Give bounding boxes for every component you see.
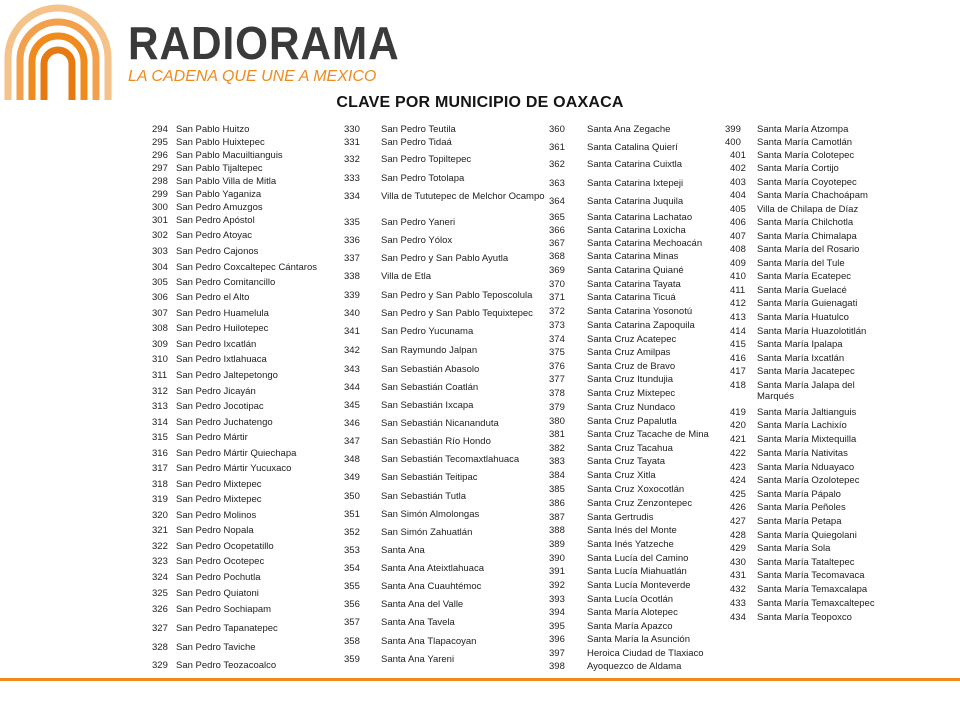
- municipality-code: 385: [549, 484, 565, 495]
- municipality-code: 358: [344, 636, 360, 647]
- municipality-code: 432: [730, 584, 746, 595]
- municipality-code: 316: [152, 448, 168, 459]
- municipality-code: 304: [152, 262, 168, 273]
- municipality-name: San Pedro Cajonos: [176, 246, 259, 257]
- brand-tagline: LA CADENA QUE UNE A MEXICO: [128, 68, 377, 85]
- municipality-name: San Pedro Jaltepetongo: [176, 370, 278, 381]
- municipality-code: 369: [549, 265, 565, 276]
- municipality-name: Santa María Jacatepec: [757, 366, 855, 377]
- municipality-code: 311: [152, 370, 168, 381]
- municipality-code: 375: [549, 347, 565, 358]
- municipality-code: 341: [344, 326, 360, 337]
- municipality-name: Santa Ana del Valle: [381, 599, 464, 610]
- municipality-code: 352: [344, 527, 360, 538]
- municipality-code: 309: [152, 339, 168, 350]
- municipality-name: Santa María Ozolotepec: [757, 475, 860, 486]
- bottom-divider: [0, 678, 960, 681]
- municipality-code: 405: [730, 204, 746, 215]
- municipality-name: Santa Cruz Xoxocotlán: [587, 484, 685, 495]
- municipality-code: 355: [344, 581, 360, 592]
- municipality-name: Santa Lucía Miahuatlán: [587, 566, 687, 577]
- municipality-code: 372: [549, 306, 565, 317]
- municipality-name: San Pedro Nopala: [176, 525, 254, 536]
- municipality-code: 347: [344, 436, 360, 447]
- municipality-code: 410: [730, 271, 746, 282]
- municipality-name: San Sebastián Río Hondo: [381, 436, 491, 447]
- municipality-name: Santa María Apazco: [587, 621, 673, 632]
- municipality-name: San Pedro Teutila: [381, 124, 456, 135]
- municipality-name: Santa María Guelacé: [757, 285, 847, 296]
- municipality-code: 303: [152, 246, 168, 257]
- municipality-code: 319: [152, 494, 168, 505]
- municipality-name: Santa Cruz de Bravo: [587, 361, 676, 372]
- municipality-name: Santa Gertrudis: [587, 512, 654, 523]
- municipality-code: 349: [344, 472, 360, 483]
- municipality-code: 404: [730, 190, 746, 201]
- municipality-name: Santa María Jaltianguis: [757, 407, 857, 418]
- municipality-name: Santa María Teopoxco: [757, 612, 852, 623]
- municipality-name: Ayoquezco de Aldama: [587, 661, 682, 672]
- municipality-name: San Pablo Yaganiza: [176, 189, 262, 200]
- municipality-name: San Pedro Taviche: [176, 642, 256, 653]
- municipality-name: Santa Ana Yareni: [381, 654, 455, 665]
- municipality-name: San Pablo Tijaltepec: [176, 163, 263, 174]
- municipality-name: Santa María Ipalapa: [757, 339, 843, 350]
- municipality-name: San Pedro y San Pablo Teposcolula: [381, 290, 533, 301]
- municipality-code: 313: [152, 401, 168, 412]
- municipality-name: Santa Catalina Quierí: [587, 142, 678, 153]
- municipality-name: Santa Ana Ateixtlahuaca: [381, 563, 484, 574]
- municipality-name: Santa Cruz Itundujia: [587, 374, 674, 385]
- municipality-name: Santa Cruz Zenzontepec: [587, 498, 693, 509]
- municipality-name: Santa Catarina Tayata: [587, 279, 681, 290]
- municipality-code: 426: [730, 502, 746, 513]
- municipality-name: San Pedro Ocopetatillo: [176, 541, 274, 552]
- municipality-name: San Sebastián Abasolo: [381, 364, 480, 375]
- municipality-code: 368: [549, 251, 565, 262]
- municipality-name: Santa Catarina Zapoquila: [587, 320, 695, 331]
- municipality-code: 373: [549, 320, 565, 331]
- municipality-name: Santa María Guienagati: [757, 298, 858, 309]
- municipality-code: 327: [152, 623, 168, 634]
- brand-logo: [128, 17, 423, 86]
- municipality-name: Santa María Pápalo: [757, 489, 841, 500]
- municipality-code: 351: [344, 509, 360, 520]
- municipality-code: 420: [730, 420, 746, 431]
- municipality-code: 323: [152, 556, 168, 567]
- municipality-code: 396: [549, 634, 565, 645]
- municipality-code: 431: [730, 570, 746, 581]
- municipality-name: Santa Ana: [381, 545, 425, 556]
- municipality-name: San Simón Zahuatlán: [381, 527, 473, 538]
- municipality-name: Villa de Tututepec de Melchor Ocampo: [381, 191, 545, 202]
- municipality-code: 296: [152, 150, 168, 161]
- municipality-code: 380: [549, 416, 565, 427]
- municipality-name: Santa Cruz Tayata: [587, 456, 665, 467]
- municipality-code: 308: [152, 323, 168, 334]
- municipality-code: 389: [549, 539, 565, 550]
- municipality-name: Santa María Sola: [757, 543, 831, 554]
- municipality-code: 300: [152, 202, 168, 213]
- municipality-name: San Pedro Yólox: [381, 235, 453, 246]
- municipality-name: Santa María Tataltepec: [757, 557, 855, 568]
- municipality-name: San Pedro Huamelula: [176, 308, 269, 319]
- municipality-name: San Pedro Mártir Yucuxaco: [176, 463, 292, 474]
- municipality-code: 394: [549, 607, 565, 618]
- municipality-name: San Sebastián Nicananduta: [381, 418, 499, 429]
- municipality-name: Santa Cruz Tacahua: [587, 443, 673, 454]
- municipality-name: San Sebastián Teitipac: [381, 472, 478, 483]
- municipality-code: 310: [152, 354, 168, 365]
- municipality-name: Santa María Nduayaco: [757, 462, 855, 473]
- municipality-code: 298: [152, 176, 168, 187]
- municipality-code: 397: [549, 648, 565, 659]
- municipality-code: 434: [730, 612, 746, 623]
- municipality-code: 294: [152, 124, 168, 135]
- municipality-name: Santa María Mixtequilla: [757, 434, 857, 445]
- municipality-name: Santa Catarina Mechoacán: [587, 238, 703, 249]
- municipality-code: 371: [549, 292, 565, 303]
- municipality-name: Santa Cruz Tacache de Mina: [587, 429, 709, 440]
- municipality-code: 409: [730, 258, 746, 269]
- municipality-code: 366: [549, 225, 565, 236]
- municipality-name: San Pedro Quiatoni: [176, 588, 259, 599]
- municipality-name: San Pedro Molinos: [176, 510, 257, 521]
- municipality-entry: [727, 380, 885, 404]
- municipality-code: 421: [730, 434, 746, 445]
- municipality-name: Santa Ana Tavela: [381, 617, 455, 628]
- municipality-code: 299: [152, 189, 168, 200]
- municipality-name: Santa María Chachoápam: [757, 190, 868, 201]
- municipality-name: San Pedro Mártir Quiechapa: [176, 448, 297, 459]
- municipality-name: Santa María Ixcatlán: [757, 353, 845, 364]
- municipality-name: Villa de Chilapa de Díaz: [757, 204, 859, 215]
- municipality-name: San Pedro Tidaá: [381, 137, 452, 148]
- municipality-code: 297: [152, 163, 168, 174]
- municipality-code: 390: [549, 553, 565, 564]
- municipality-code: 295: [152, 137, 168, 148]
- municipality-name: Santa Cruz Papalutla: [587, 416, 677, 427]
- municipality-code: 317: [152, 463, 168, 474]
- municipality-name: Santa Catarina Quiané: [587, 265, 684, 276]
- municipality-code: 362: [549, 159, 565, 170]
- municipality-name: Santa Cruz Nundaco: [587, 402, 676, 413]
- municipality-name: San Pedro Totolapa: [381, 173, 465, 184]
- municipality-code: 412: [730, 298, 746, 309]
- municipality-entry: [344, 191, 581, 215]
- municipality-name: San Pedro Mixtepec: [176, 494, 262, 505]
- municipality-code: 301: [152, 215, 168, 226]
- municipality-code: 411: [730, 285, 746, 296]
- municipality-code: 332: [344, 154, 360, 165]
- municipality-code: 350: [344, 491, 360, 502]
- municipality-code: 315: [152, 432, 168, 443]
- municipality-code: 306: [152, 292, 168, 303]
- municipality-code: 334: [344, 191, 360, 202]
- municipality-name: Santa Cruz Xitla: [587, 470, 656, 481]
- municipality-name: Santa María Peñoles: [757, 502, 846, 513]
- municipality-name: San Pablo Huitzo: [176, 124, 250, 135]
- municipality-code: 344: [344, 382, 360, 393]
- municipality-code: 430: [730, 557, 746, 568]
- municipality-code: 338: [344, 271, 360, 282]
- municipality-code: 346: [344, 418, 360, 429]
- municipality-code: 348: [344, 454, 360, 465]
- municipality-name: Santa Catarina Loxicha: [587, 225, 686, 236]
- municipality-name: San Pedro Juchatengo: [176, 417, 273, 428]
- municipality-code: 393: [549, 594, 565, 605]
- municipality-name: San Pedro Apóstol: [176, 215, 255, 226]
- municipality-code: 384: [549, 470, 565, 481]
- municipality-code: 328: [152, 642, 168, 653]
- municipality-name: San Pedro Ocotepec: [176, 556, 265, 567]
- municipality-name: Santa María Huazolotitlán: [757, 326, 867, 337]
- municipality-code: 413: [730, 312, 746, 323]
- municipality-code: 424: [730, 475, 746, 486]
- municipality-name: San Pedro Yaneri: [381, 217, 456, 228]
- municipality-code: 335: [344, 217, 360, 228]
- municipality-name: San Sebastián Tecomaxtlahuaca: [381, 454, 520, 465]
- municipality-code: 356: [344, 599, 360, 610]
- municipality-name: San Simón Almolongas: [381, 509, 480, 520]
- municipality-name: Santa Cruz Amilpas: [587, 347, 671, 358]
- municipality-code: 354: [344, 563, 360, 574]
- municipality-name: Santa María Huatulco: [757, 312, 849, 323]
- municipality-entry: [727, 612, 885, 636]
- municipality-name: Santa María Quiegolani: [757, 530, 857, 541]
- municipality-code: 370: [549, 279, 565, 290]
- municipality-code: 364: [549, 196, 565, 207]
- municipality-name: Santa Catarina Minas: [587, 251, 679, 262]
- municipality-name: San Pablo Villa de Mitla: [176, 176, 277, 187]
- municipality-code: 378: [549, 388, 565, 399]
- municipality-code: 406: [730, 217, 746, 228]
- municipality-name: Santa Catarina Lachatao: [587, 212, 693, 223]
- municipality-name: Santa Lucía Monteverde: [587, 580, 691, 591]
- municipality-name: San Pedro Amuzgos: [176, 202, 263, 213]
- municipality-name: San Sebastián Coatlán: [381, 382, 479, 393]
- municipality-code: 427: [730, 516, 746, 527]
- municipality-name: San Pedro Jicayán: [176, 386, 256, 397]
- municipality-name: San Sebastián Tutla: [381, 491, 467, 502]
- municipality-code: 425: [730, 489, 746, 500]
- municipality-code: 414: [730, 326, 746, 337]
- municipality-code: 345: [344, 400, 360, 411]
- municipality-code: 359: [344, 654, 360, 665]
- municipality-name: Santa Inés Yatzeche: [587, 539, 674, 550]
- municipality-code: 318: [152, 479, 168, 490]
- municipality-code: 353: [344, 545, 360, 556]
- municipality-code: 418: [730, 380, 746, 391]
- municipality-name: San Pedro Pochutla: [176, 572, 261, 583]
- municipality-code: 322: [152, 541, 168, 552]
- municipality-code: 330: [344, 124, 360, 135]
- municipality-name: San Pedro Topiltepec: [381, 154, 472, 165]
- municipality-code: 387: [549, 512, 565, 523]
- municipality-name: Santa Cruz Acatepec: [587, 334, 677, 345]
- brand-name: RADIORAMA: [128, 17, 400, 69]
- municipality-code: 374: [549, 334, 565, 345]
- municipality-name: San Pedro y San Pablo Ayutla: [381, 253, 509, 264]
- municipality-code: 339: [344, 290, 360, 301]
- municipality-code: 336: [344, 235, 360, 246]
- municipality-code: 391: [549, 566, 565, 577]
- municipality-name: San Pedro Huilotepec: [176, 323, 269, 334]
- municipality-name: San Pedro Tapanatepec: [176, 623, 278, 634]
- municipality-code: 419: [730, 407, 746, 418]
- municipality-name: Santa Ana Zegache: [587, 124, 671, 135]
- municipality-code: 326: [152, 604, 168, 615]
- municipality-name: San Pedro Yucunama: [381, 326, 474, 337]
- municipality-code: 325: [152, 588, 168, 599]
- municipality-code: 307: [152, 308, 168, 319]
- municipality-code: 337: [344, 253, 360, 264]
- municipality-code: 329: [152, 660, 168, 671]
- municipality-name: Santa María Alotepec: [587, 607, 678, 618]
- municipality-code: 416: [730, 353, 746, 364]
- municipality-code: 399: [725, 124, 741, 135]
- municipality-entry: [549, 661, 763, 685]
- municipality-name: Santa María Tecomavaca: [757, 570, 865, 581]
- municipality-name: San Raymundo Jalpan: [381, 345, 478, 356]
- municipality-name: Santa María Petapa: [757, 516, 842, 527]
- municipality-name: Santa María Coyotepec: [757, 177, 857, 188]
- municipality-code: 408: [730, 244, 746, 255]
- municipality-code: 429: [730, 543, 746, 554]
- municipality-code: 407: [730, 231, 746, 242]
- municipality-code: 361: [549, 142, 565, 153]
- municipality-name: San Pedro Comitancillo: [176, 277, 276, 288]
- municipality-code: 331: [344, 137, 360, 148]
- municipality-code: 305: [152, 277, 168, 288]
- municipality-code: 417: [730, 366, 746, 377]
- municipality-code: 302: [152, 230, 168, 241]
- radiorama-arc-logo-icon: [0, 0, 130, 100]
- municipality-name: Santa Cruz Mixtepec: [587, 388, 676, 399]
- municipality-name: San Pedro Coxcaltepec Cántaros: [176, 262, 317, 273]
- municipality-code: 401: [730, 150, 746, 161]
- municipality-code: 342: [344, 345, 360, 356]
- municipality-name: Santa María Atzompa: [757, 124, 849, 135]
- municipality-name: Santa María Temaxcalapa: [757, 584, 868, 595]
- municipality-code: 324: [152, 572, 168, 583]
- municipality-name: San Pedro el Alto: [176, 292, 250, 303]
- municipality-code: 314: [152, 417, 168, 428]
- municipality-name: San Pedro Ixtlahuaca: [176, 354, 267, 365]
- municipality-name: San Pablo Macuiltianguis: [176, 150, 283, 161]
- municipality-code: 388: [549, 525, 565, 536]
- municipality-code: 312: [152, 386, 168, 397]
- municipality-code: 382: [549, 443, 565, 454]
- municipality-code: 381: [549, 429, 565, 440]
- municipality-code: 400: [725, 137, 741, 148]
- municipality-name: San Pedro y San Pablo Tequixtepec: [381, 308, 533, 319]
- municipality-entry: [344, 654, 581, 678]
- page-title: CLAVE POR MUNICIPIO DE OAXACA: [336, 94, 624, 111]
- municipality-name: Santa María Ecatepec: [757, 271, 851, 282]
- municipality-name: Santa María del Tule: [757, 258, 845, 269]
- municipality-code: 422: [730, 448, 746, 459]
- municipality-name: San Pedro Jocotipac: [176, 401, 264, 412]
- municipality-name: Santa María la Asunción: [587, 634, 690, 645]
- municipality-code: 379: [549, 402, 565, 413]
- municipality-name: Santa Catarina Ixtepeji: [587, 178, 684, 189]
- municipality-code: 428: [730, 530, 746, 541]
- municipality-name: San Pedro Ixcatlán: [176, 339, 257, 350]
- municipality-name: San Pedro Mártir: [176, 432, 248, 443]
- municipality-name: Santa Catarina Ticuá: [587, 292, 676, 303]
- municipality-code: 383: [549, 456, 565, 467]
- municipality-code: 433: [730, 598, 746, 609]
- municipality-code: 333: [344, 173, 360, 184]
- municipality-name: Santa Inés del Monte: [587, 525, 677, 536]
- municipality-name: Santa María Colotepec: [757, 150, 855, 161]
- municipality-code: 377: [549, 374, 565, 385]
- municipality-name: San Pedro Teozacoalco: [176, 660, 277, 671]
- municipality-name: San Pedro Atoyac: [176, 230, 253, 241]
- municipality-code: 423: [730, 462, 746, 473]
- municipality-code: 357: [344, 617, 360, 628]
- municipality-code: 402: [730, 163, 746, 174]
- municipality-code: 398: [549, 661, 565, 672]
- municipality-name: Santa María Cortijo: [757, 163, 839, 174]
- municipality-code: 386: [549, 498, 565, 509]
- municipality-code: 376: [549, 361, 565, 372]
- municipality-code: 360: [549, 124, 565, 135]
- municipality-name: Villa de Etla: [381, 271, 431, 282]
- municipality-code: 365: [549, 212, 565, 223]
- municipality-name: San Pablo Huixtepec: [176, 137, 265, 148]
- municipality-name: Heroica Ciudad de Tlaxiaco: [587, 648, 704, 659]
- municipality-name: Santa María Jalapa del Marqués: [757, 380, 855, 402]
- municipality-name: San Pedro Mixtepec: [176, 479, 262, 490]
- municipality-code: 363: [549, 178, 565, 189]
- municipality-code: 367: [549, 238, 565, 249]
- municipality-code: 340: [344, 308, 360, 319]
- municipality-name: Santa Catarina Cuixtla: [587, 159, 683, 170]
- municipality-name: Santa María Camotlán: [757, 137, 853, 148]
- municipality-name: Santa María Chilchotla: [757, 217, 854, 228]
- municipality-name: San Sebastián Ixcapa: [381, 400, 474, 411]
- municipality-name: Santa Ana Cuauhtémoc: [381, 581, 482, 592]
- municipality-name: Santa María del Rosario: [757, 244, 860, 255]
- municipality-name: Santa Lucía del Camino: [587, 553, 689, 564]
- municipality-name: Santa Catarina Yosonotú: [587, 306, 693, 317]
- municipality-code: 415: [730, 339, 746, 350]
- municipality-name: Santa Lucía Ocotlán: [587, 594, 674, 605]
- municipality-code: 343: [344, 364, 360, 375]
- municipality-code: 395: [549, 621, 565, 632]
- municipality-code: 403: [730, 177, 746, 188]
- municipality-name: Santa María Lachixío: [757, 420, 847, 431]
- municipality-name: Santa María Chimalapa: [757, 231, 857, 242]
- municipality-code: 320: [152, 510, 168, 521]
- municipality-name: San Pedro Sochiapam: [176, 604, 272, 615]
- municipality-name: Santa María Temaxcaltepec: [757, 598, 875, 609]
- municipality-name: Santa María Nativitas: [757, 448, 848, 459]
- municipality-code: 392: [549, 580, 565, 591]
- municipality-name: Santa Catarina Juquila: [587, 196, 684, 207]
- municipality-name: Santa Ana Tlapacoyan: [381, 636, 477, 647]
- municipality-code: 321: [152, 525, 168, 536]
